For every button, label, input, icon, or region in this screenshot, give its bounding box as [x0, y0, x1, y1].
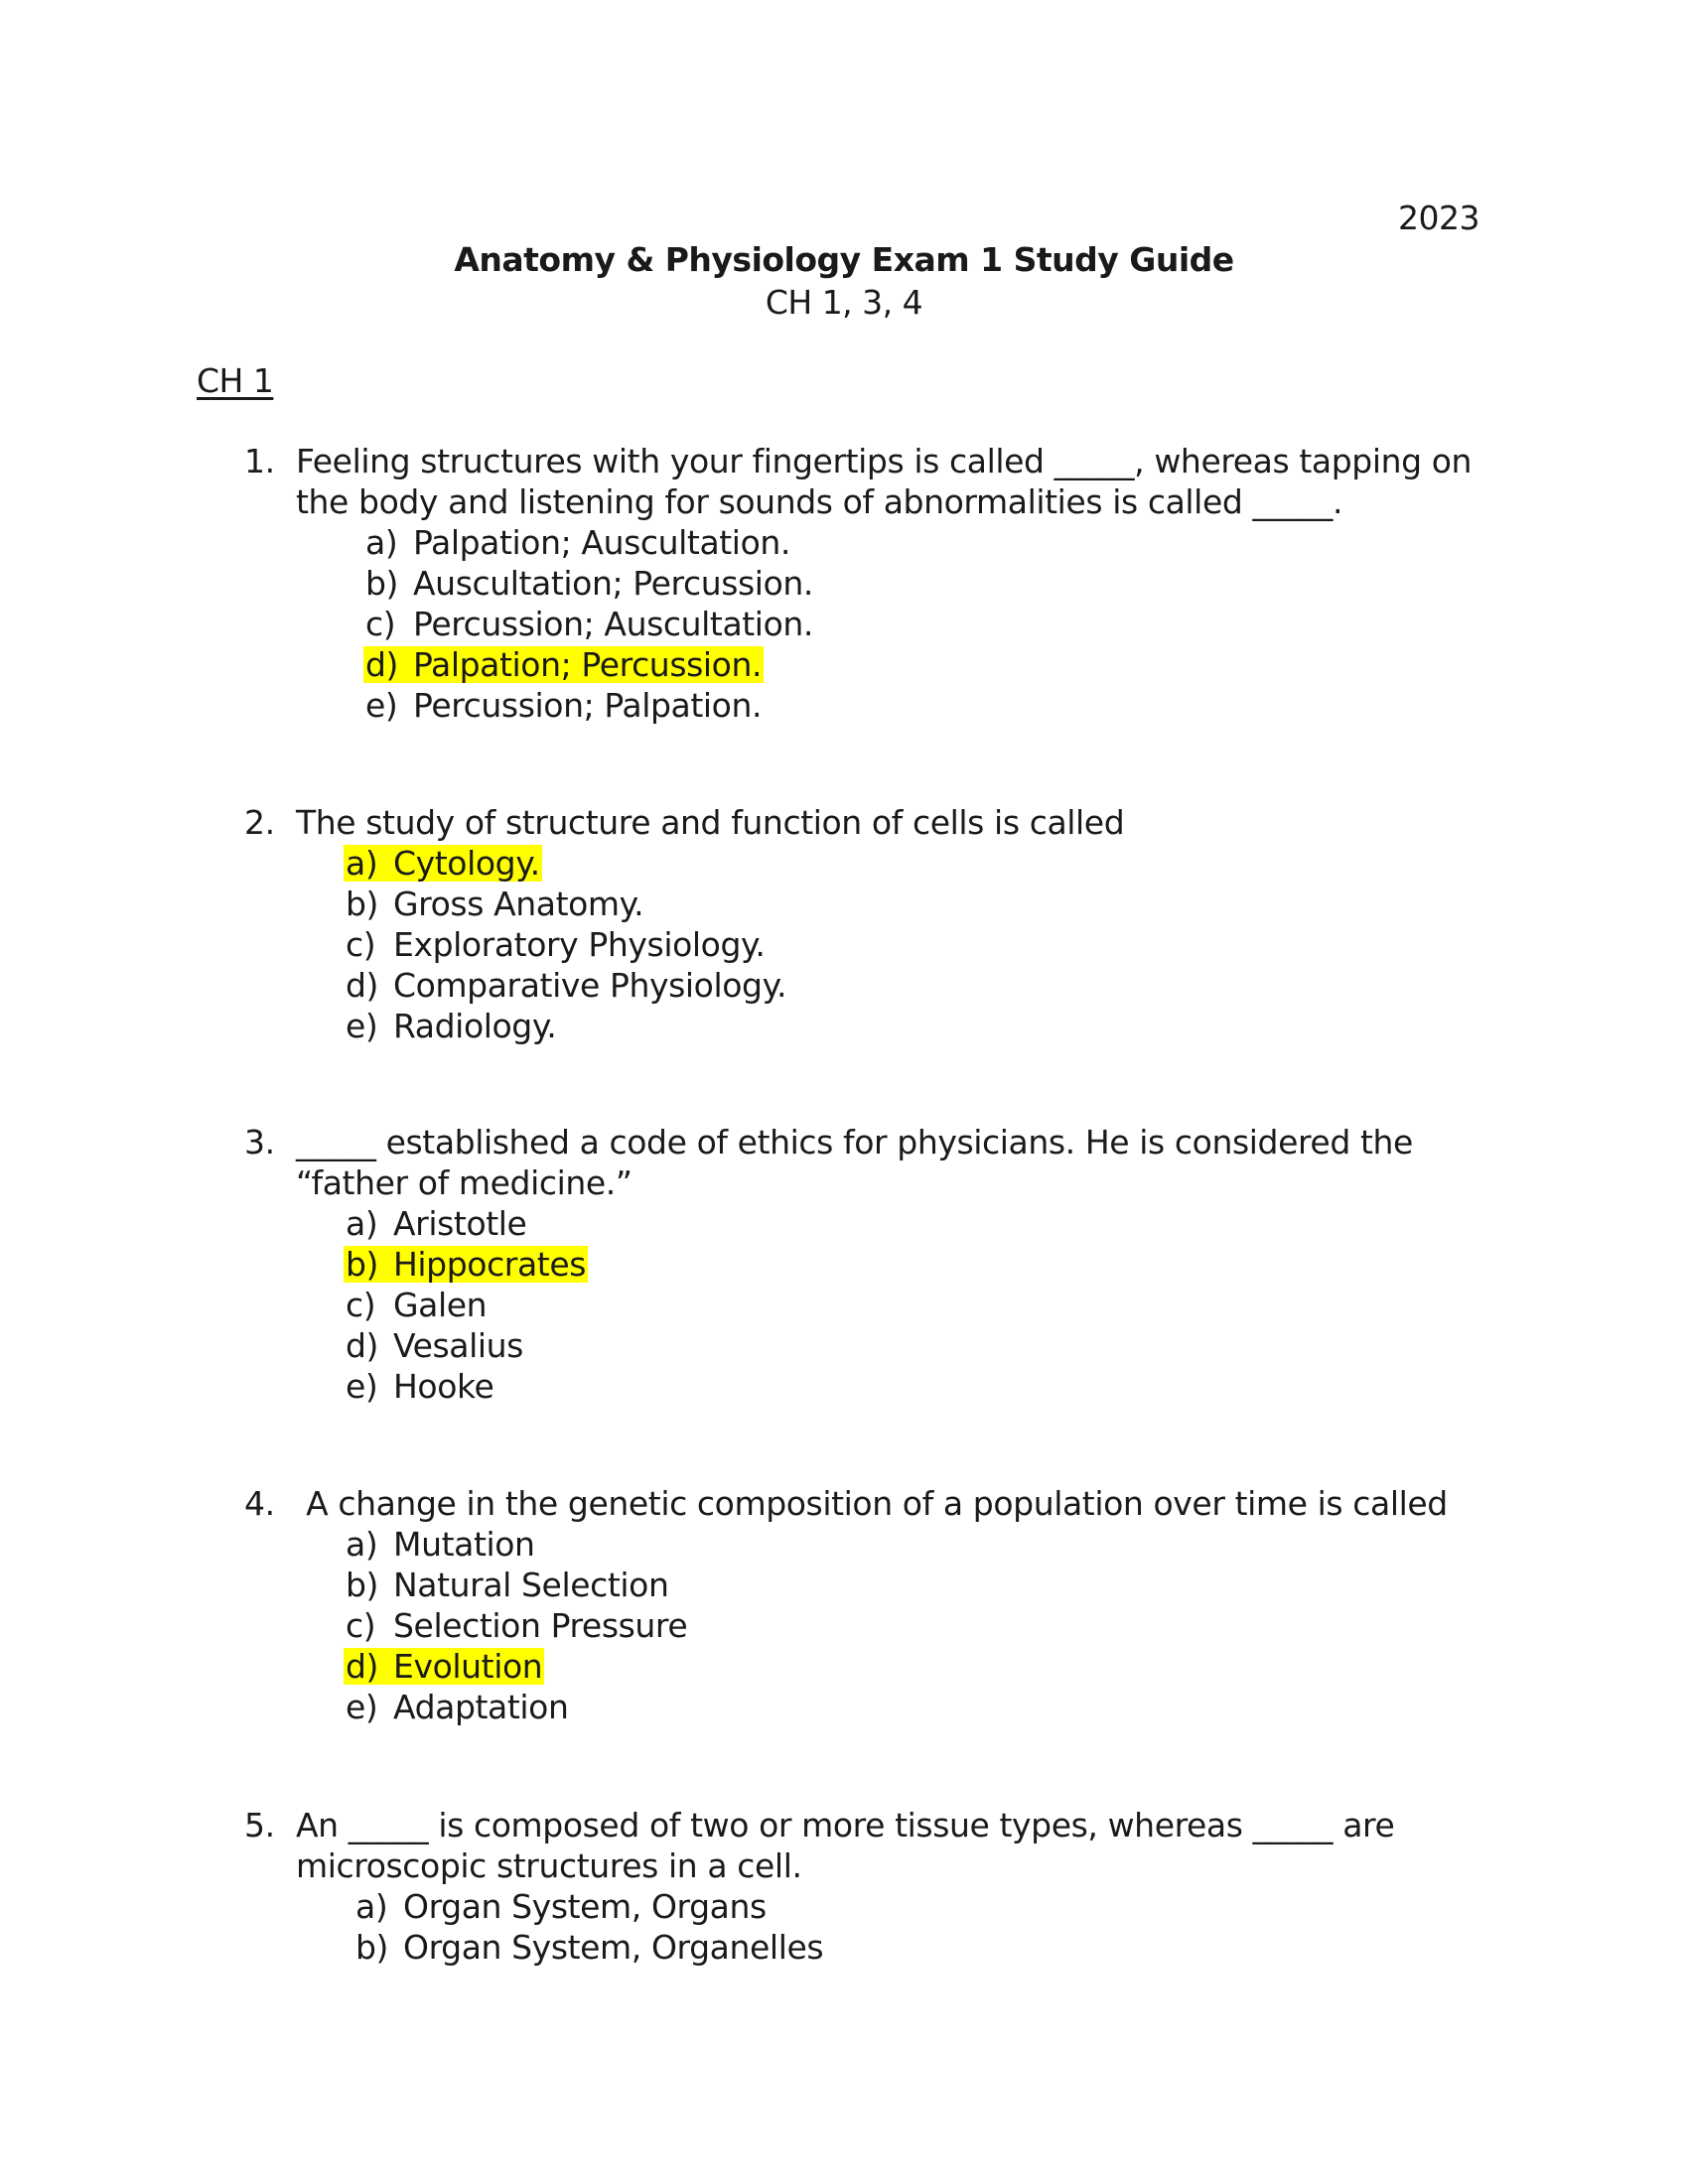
option-letter: d): [346, 1326, 379, 1365]
question-text: The study of structure and function of cells is called: [296, 803, 1125, 842]
question-1: [244, 441, 1476, 726]
option-letter: b): [346, 885, 379, 923]
answer-options: [353, 1886, 1476, 1968]
document-title: Anatomy & Physiology Exam 1 Study Guide: [454, 240, 1234, 279]
option-text: Gross Anatomy.: [393, 885, 644, 923]
question-5: [244, 1805, 1476, 1968]
option-letter: a): [346, 1525, 378, 1564]
option-text: Percussion; Palpation.: [413, 686, 763, 725]
option-a: [344, 1524, 1476, 1565]
option-text: Exploratory Physiology.: [393, 925, 766, 964]
option-c: [344, 1285, 1476, 1325]
option-b-highlighted: [344, 1244, 1476, 1285]
option-text: Organ System, Organs: [403, 1887, 767, 1926]
option-letter: b): [355, 1928, 389, 1967]
question-4: [244, 1483, 1476, 1727]
option-a: [344, 1203, 1476, 1244]
answer-highlight: [344, 1246, 588, 1283]
option-text: Palpation; Auscultation.: [413, 523, 790, 562]
option-letter: e): [346, 1007, 378, 1045]
answer-options: [344, 1203, 1476, 1407]
answer-options: [344, 843, 1476, 1046]
section-heading: CH 1: [197, 361, 274, 400]
question-number: 4.: [244, 1484, 275, 1523]
question-text: _____ established a code of ethics for physicians. He is considered the “father of medicine.”: [296, 1123, 1413, 1202]
option-a: [363, 522, 1476, 563]
option-text: Hooke: [393, 1367, 494, 1406]
option-d-highlighted: [344, 1646, 1476, 1687]
question-text: An _____ is composed of two or more tissue types, whereas _____ are microscopic structures in a cell.: [296, 1806, 1395, 1885]
option-text: Palpation; Percussion.: [413, 645, 763, 684]
answer-highlight: [344, 1648, 544, 1685]
question-text: A change in the genetic composition of a population over time is called: [296, 1484, 1448, 1523]
option-letter: d): [365, 645, 399, 684]
option-c: [363, 604, 1476, 644]
option-letter: d): [346, 1647, 379, 1686]
option-e: [344, 1006, 1476, 1046]
option-letter: d): [346, 966, 379, 1005]
option-text: Vesalius: [393, 1326, 523, 1365]
document-subtitle: CH 1, 3, 4: [765, 283, 923, 322]
option-a-highlighted: [344, 843, 1476, 884]
question-2: [244, 802, 1476, 1046]
option-text: Adaptation: [393, 1688, 569, 1726]
question-stem: [244, 1805, 1476, 1886]
answer-options: [344, 1524, 1476, 1727]
question-stem: [244, 1122, 1476, 1203]
option-d-highlighted: [363, 644, 1476, 685]
option-letter: c): [346, 925, 376, 964]
option-a: [353, 1886, 1476, 1927]
answer-highlight: [363, 646, 764, 683]
option-d: [344, 1325, 1476, 1366]
document-year: 2023: [1398, 199, 1479, 237]
option-b: [344, 1565, 1476, 1605]
option-text: Hippocrates: [393, 1245, 587, 1284]
option-text: Natural Selection: [393, 1566, 669, 1604]
option-text: Auscultation; Percussion.: [413, 564, 813, 603]
answer-options: [363, 522, 1476, 726]
question-stem: [244, 1483, 1476, 1524]
option-e: [344, 1687, 1476, 1727]
option-letter: e): [346, 1688, 378, 1726]
question-text: Feeling structures with your fingertips is called _____, whereas tapping on the body and listening for sounds of abnormalities is called _____.: [296, 442, 1473, 521]
option-text: Organ System, Organelles: [403, 1928, 824, 1967]
option-letter: c): [346, 1606, 376, 1645]
question-number: 2.: [244, 803, 275, 842]
answer-highlight: [344, 845, 542, 882]
option-b: [344, 884, 1476, 924]
option-letter: b): [346, 1566, 379, 1604]
option-b: [353, 1927, 1476, 1968]
option-letter: e): [346, 1367, 378, 1406]
question-stem: [244, 802, 1476, 843]
option-letter: e): [365, 686, 398, 725]
option-letter: b): [346, 1245, 379, 1284]
option-b: [363, 563, 1476, 604]
option-e: [344, 1366, 1476, 1407]
option-letter: c): [346, 1286, 376, 1324]
option-e: [363, 685, 1476, 726]
option-letter: b): [365, 564, 399, 603]
option-text: Aristotle: [393, 1204, 527, 1243]
question-number: 3.: [244, 1123, 275, 1161]
question-stem: [244, 441, 1476, 522]
option-text: Galen: [393, 1286, 488, 1324]
option-text: Selection Pressure: [393, 1606, 688, 1645]
option-letter: a): [355, 1887, 388, 1926]
option-text: Evolution: [393, 1647, 543, 1686]
option-text: Radiology.: [393, 1007, 557, 1045]
option-text: Mutation: [393, 1525, 535, 1564]
option-letter: a): [346, 844, 378, 883]
option-letter: a): [346, 1204, 378, 1243]
option-text: Comparative Physiology.: [393, 966, 787, 1005]
option-c: [344, 1605, 1476, 1646]
question-number: 5.: [244, 1806, 275, 1844]
question-3: [244, 1122, 1476, 1407]
option-d: [344, 965, 1476, 1006]
option-text: Cytology.: [393, 844, 540, 883]
question-number: 1.: [244, 442, 275, 480]
option-text: Percussion; Auscultation.: [413, 605, 813, 643]
option-c: [344, 924, 1476, 965]
option-letter: c): [365, 605, 396, 643]
option-letter: a): [365, 523, 398, 562]
